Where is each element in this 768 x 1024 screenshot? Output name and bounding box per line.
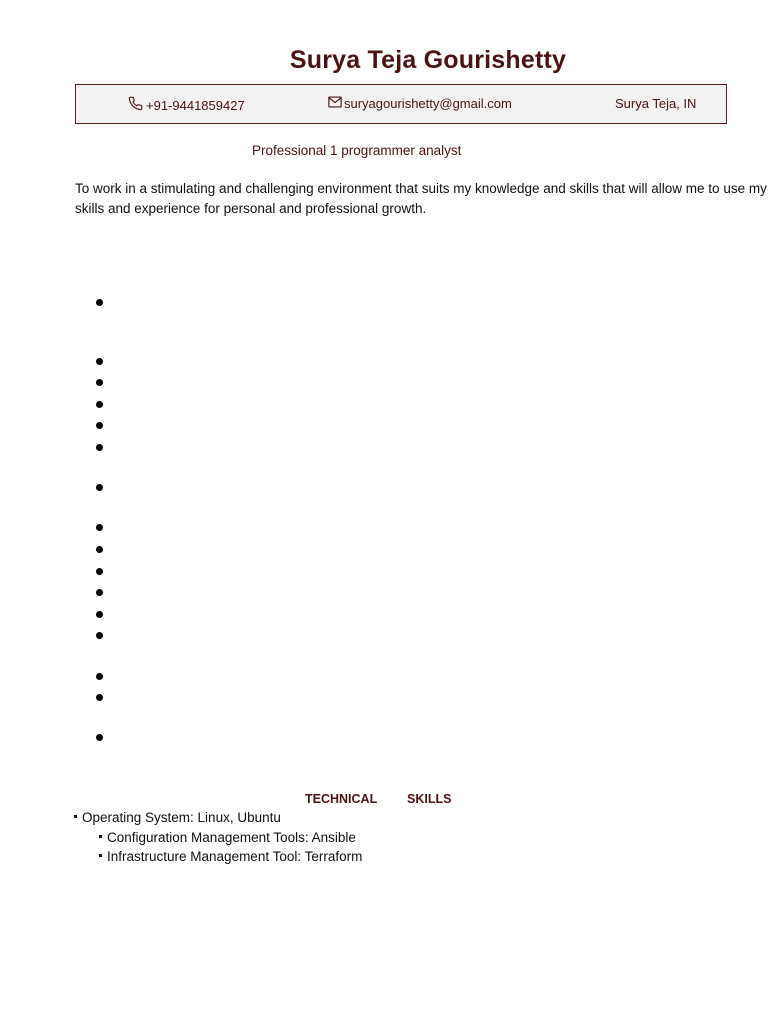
email-address: suryagourishetty@gmail.com	[344, 96, 512, 111]
list-bullet	[96, 401, 103, 408]
square-bullet-icon	[74, 815, 77, 818]
job-role: Professional 1 programmer analyst	[252, 143, 462, 158]
contact-bar	[75, 84, 727, 124]
skill-item: Configuration Management Tools: Ansible	[99, 830, 356, 845]
section-title-technical: TECHNICAL	[305, 792, 378, 806]
skill-item: Infrastructure Management Tool: Terraform	[99, 849, 362, 864]
phone-number: +91-9441859427	[146, 97, 245, 113]
list-bullet	[96, 611, 103, 618]
list-bullet	[96, 694, 103, 701]
list-bullet	[96, 358, 103, 365]
candidate-name: Surya Teja Gourishetty	[289, 46, 567, 74]
list-bullet	[96, 379, 103, 386]
list-bullet	[96, 568, 103, 575]
envelope-icon	[328, 96, 344, 111]
list-bullet	[96, 422, 103, 429]
list-bullet	[96, 524, 103, 531]
square-bullet-icon	[99, 854, 102, 857]
square-bullet-icon	[99, 835, 102, 838]
list-bullet	[96, 734, 103, 741]
section-title-skills: SKILLS	[407, 792, 452, 806]
list-bullet	[96, 444, 103, 451]
list-bullet	[96, 484, 103, 491]
skill-item: Operating System: Linux, Ubuntu	[74, 810, 281, 825]
list-bullet	[96, 546, 103, 553]
career-objective: To work in a stimulating and challenging environment that suits my knowledge and skills that will allow me to use my skills and experience for personal and professional growth.	[75, 181, 767, 216]
list-bullet	[96, 589, 103, 596]
list-bullet	[96, 299, 103, 306]
contact-location: Surya Teja, IN	[615, 96, 697, 111]
list-bullet	[96, 673, 103, 680]
contact-phone[interactable]	[127, 96, 245, 114]
phone-icon	[127, 96, 146, 114]
contact-email[interactable]	[328, 96, 512, 111]
list-bullet	[96, 632, 103, 639]
